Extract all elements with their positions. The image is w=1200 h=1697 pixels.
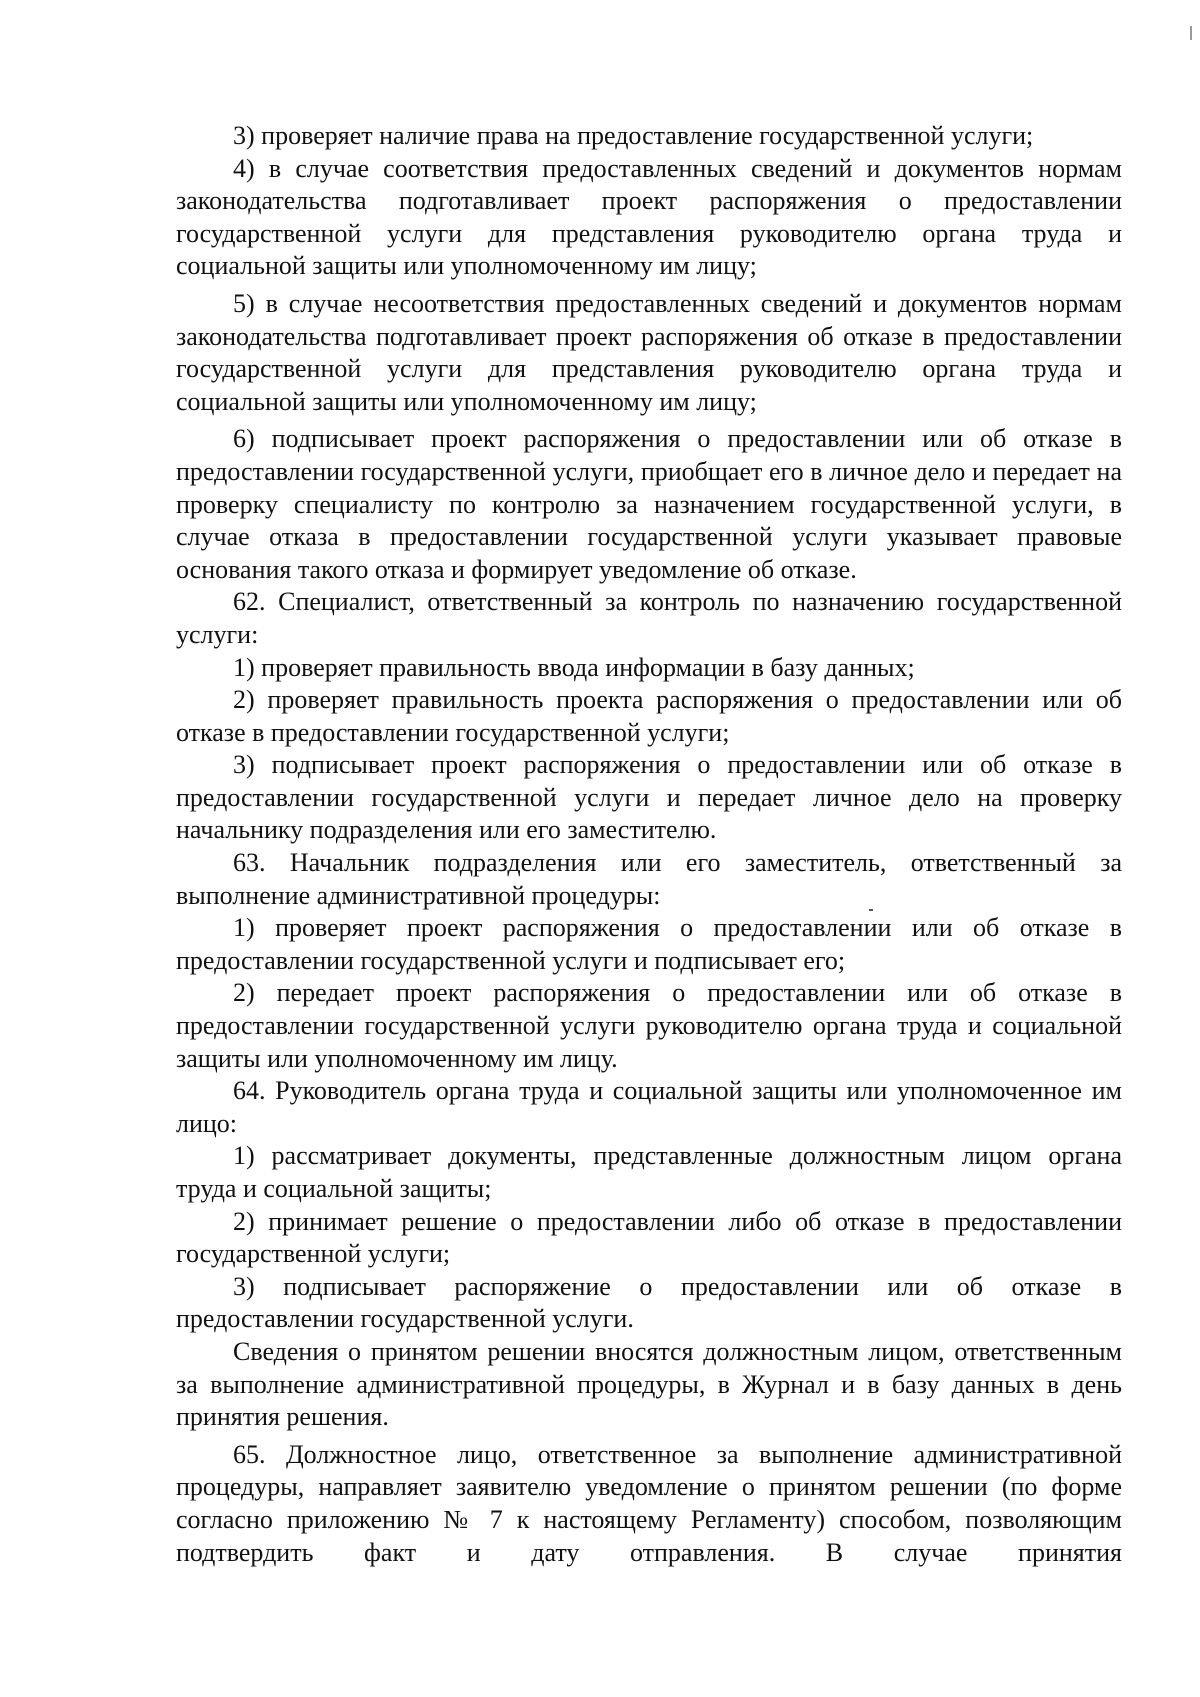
paragraph-61-6: 6) подписывает проект распоряжения о предоставлении или об отказе в предоставлении государственной услуги, приобщает его в личное дело и передает на проверку специалисту по контролю за назначением государственной услуги, в случае отказа в предоставлении государственной услуги указывает правовые основания такого отказа и формирует уведомление об отказе. — [176, 424, 1122, 584]
paragraph-64-1: 1) рассматривает документы, представленные должностным лицом органа труда и социальной защиты; — [176, 1141, 1122, 1203]
paragraph-63-1: 1) проверяет проект распоряжения о предоставлении или об отказе в предоставлении государственной услуги и подписывает его; — [176, 913, 1122, 975]
document-body — [176, 120, 1122, 1569]
paragraph-61-4: 4) в случае соответствия предоставленных сведений и документов нормам законодательства подготавливает проект распоряжения о предоставлении государственной услуги для представления руководителю органа труда и социальной защиты или уполномоченному им лицу; — [176, 153, 1122, 281]
paragraph-64-info: Сведения о принятом решении вносятся должностным лицом, ответственным за выполнение административной процедуры, в Журнал и в базу данных в день принятия решения. — [176, 1336, 1122, 1432]
paragraph-62: 62. Специалист, ответственный за контроль по назначению государственной услуги: — [176, 587, 1122, 649]
paragraph-64-3: 3) подписывает распоряжение о предоставлении или об отказе в предоставлении государственной услуги. — [176, 1271, 1122, 1334]
paragraph-61-3: 3) проверяет наличие права на предоставление государственной услуги; — [233, 121, 1034, 150]
paragraph-65: 65. Должностное лицо, ответственное за выполнение административной процедуры, направляет заявителю уведомление о принятом решении (по форме согласно приложению № 7 к настоящему Регламенту) способом, позволяющим подтвердить факт и дату отправления. В случае принятия — [176, 1439, 1122, 1567]
paragraph-61-5: 5) в случае несоответствия предоставленных сведений и документов нормам законодательства подготавливает проект распоряжения об отказе в предоставлении государственной услуги для представления руководителю органа труда и социальной защиты или уполномоченному им лицу; — [176, 288, 1122, 416]
paragraph-62-2: 2) проверяет правильность проекта распоряжения о предоставлении или об отказе в предоставлении государственной услуги; — [176, 685, 1122, 747]
paragraph-63: 63. Начальник подразделения или его заместитель, ответственный за выполнение административной процедуры: — [176, 848, 1122, 910]
scan-edge-mark — [1190, 26, 1192, 40]
paragraph-62-1: 1) проверяет правильность ввода информации в базу данных; — [233, 652, 915, 682]
paragraph-64-2: 2) принимает решение о предоставлении либо об отказе в предоставлении государственной услуги; — [176, 1206, 1122, 1269]
paragraph-62-3: 3) подписывает проект распоряжения о предоставлении или об отказе в предоставлении государственной услуги и передает личное дело на проверку начальнику подразделения или его заместителю. — [176, 750, 1122, 845]
paragraph-63-2: 2) передает проект распоряжения о предоставлении или об отказе в предоставлении государственной услуги руководителю органа труда и социальной защиты или уполномоченному им лицу. — [176, 978, 1122, 1073]
paragraph-64: 64. Руководитель органа труда и социальной защиты или уполномоченное им лицо: — [176, 1076, 1122, 1138]
